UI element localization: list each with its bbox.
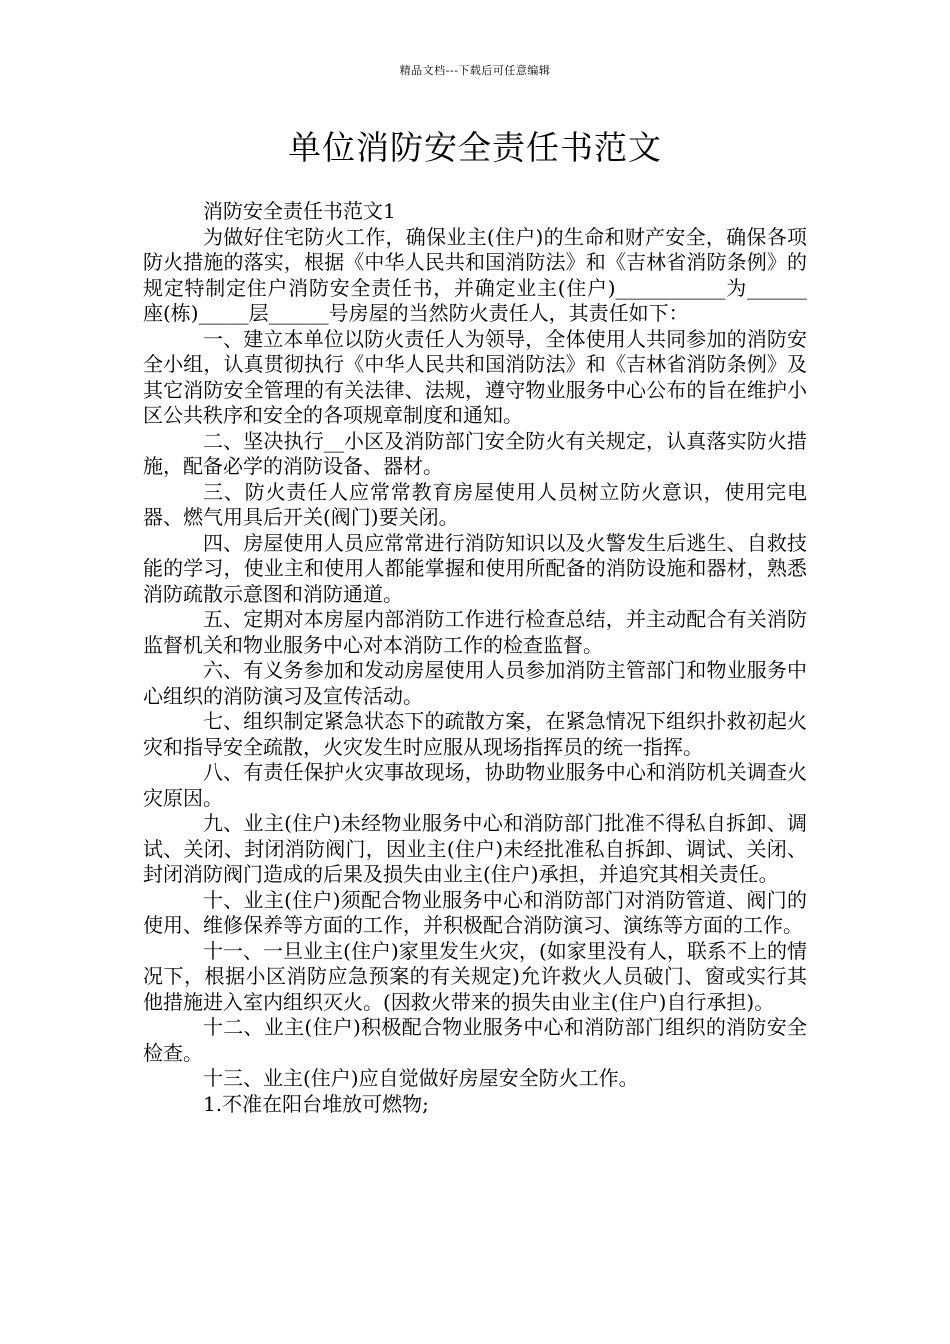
document-title: 单位消防安全责任书范文 xyxy=(288,128,662,167)
header-note: 精品文档---下载后可任意编辑 xyxy=(399,64,551,77)
clause-10: 十、业主(住户)须配合物业服务中心和消防部门对消防管道、阀门的使用、维修保养等方面的工作，并积极配合消防演习、演练等方面的工作。 xyxy=(143,887,807,937)
clause-9: 九、业主(住户)未经物业服务中心和消防部门批准不得私自拆卸、调试、关闭、封闭消防阀门，因业主(住户)未经批准私自拆卸、调试、关闭、封闭消防阀门造成的后果及损失由业主(住户)承担，并追究其相关责任。 xyxy=(143,811,807,886)
clause-3: 三、防火责任人应常常教育房屋使用人员树立防火意识，使用完电器、燃气用具后开关(阀门)要关闭。 xyxy=(143,479,807,529)
clause-13: 十三、业主(住户)应自觉做好房屋安全防火工作。 xyxy=(203,1066,639,1090)
clause-6: 六、有义务参加和发动房屋使用人员参加消防主管部门和物业服务中心组织的消防演习及宣传活动。 xyxy=(143,658,807,708)
intro-paragraph: 为做好住宅防火工作，确保业主(住户)的生命和财产安全，确保各项防火措施的落实，根据《中华人民共和国消防法》和《吉林省消防条例》的规定特制定住户消防安全责任书，并确定业主(住户)___________为______座(栋)_____层______号房屋的当然防火责任人，其责任如下： xyxy=(143,224,807,325)
sub-item-1: 1.不准在阳台堆放可燃物; xyxy=(203,1091,429,1116)
clause-1: 一、建立本单位以防火责任人为领导，全体使用人共同参加的消防安全小组，认真贯彻执行《中华人民共和国消防法》和《吉林省消防条例》及其它消防安全管理的有关法律、法规，遵守物业服务中心公布的旨在维护小区公共秩序和安全的各项规章制度和通知。 xyxy=(143,326,807,427)
clause-11: 十一、一旦业主(住户)家里发生火灾，(如家里没有人，联系不上的情况下，根据小区消防应急预案的有关规定)允许救火人员破门、窗或实行其他措施进入室内组织灭火。(因救火带来的损失由业主(住户)自行承担)。 xyxy=(143,938,807,1014)
clause-8: 八、有责任保护火灾事故现场，协助物业服务中心和消防机关调查火灾原因。 xyxy=(143,760,807,810)
clause-4: 四、房屋使用人员应常常进行消防知识以及火警发生后逃生、自救技能的学习，使业主和使用人都能掌握和使用所配备的消防设施和器材，熟悉消防疏散示意图和消防通道。 xyxy=(143,530,807,606)
document-body xyxy=(143,199,807,1117)
clause-12: 十二、业主(住户)积极配合物业服务中心和消防部门组织的消防安全检查。 xyxy=(143,1015,807,1065)
section-heading: 消防安全责任书范文1 xyxy=(203,199,396,223)
clause-5: 五、定期对本房屋内部消防工作进行检查总结，并主动配合有关消防监督机关和物业服务中心对本消防工作的检查监督。 xyxy=(143,607,807,657)
clause-2: 二、坚决执行__小区及消防部门安全防火有关规定，认真落实防火措施，配备必学的消防设备、器材。 xyxy=(143,428,807,478)
clause-7: 七、组织制定紧急状态下的疏散方案，在紧急情况下组织扑救初起火灾和指导安全疏散，火灾发生时应服从现场指挥员的统一指挥。 xyxy=(143,709,807,759)
